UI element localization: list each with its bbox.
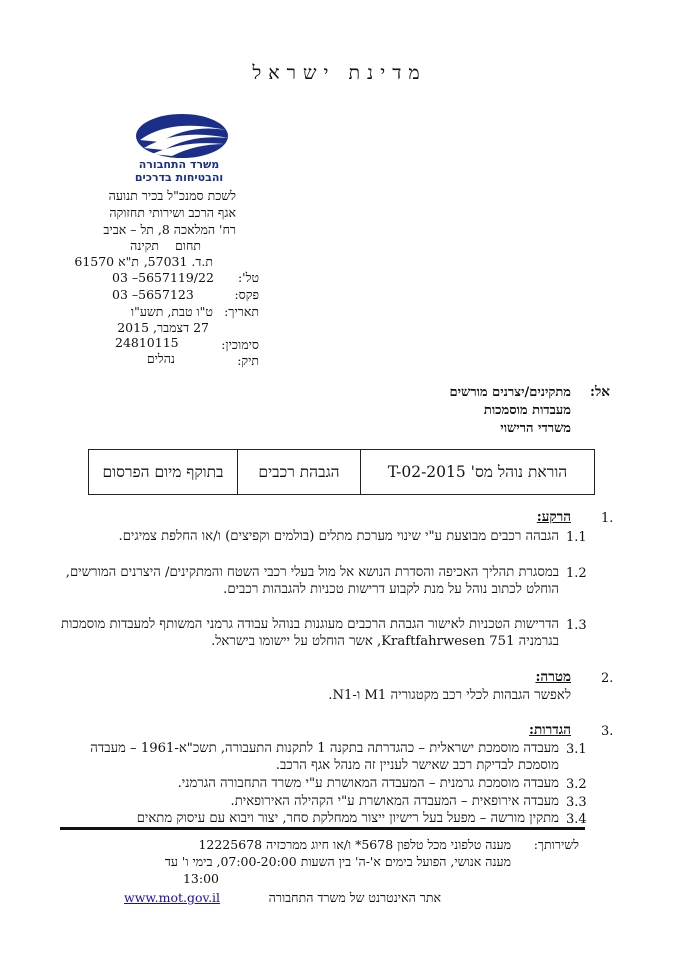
footer-line: מענה טלפוני מכל טלפון 5678* ו/או חיוג ממרכזיה 12225678 — [198, 837, 511, 852]
sender-line: אגף הרכב ושירותי תחזוקה — [109, 205, 236, 220]
zip-code: ת"א 61570 — [74, 254, 139, 269]
item-text: במסגרת תהליך האכיפה והסדרת הנושא אל מול בעלי רכבי השטח והמתקינים/ היצרנים המורשים, הוחלט לכתוב נוהל על מנת לקבוע דרישות טכניות להגבהות רכבים. — [65, 565, 559, 597]
footer-label: לשירותך: — [533, 837, 579, 852]
item-number: 1.3 — [566, 618, 587, 633]
item-number: 1.2 — [566, 566, 587, 581]
item-text: מתקין מורשה – מפעל בעל רישיון ייצור ממחלקת סחר, יצור ויבוא עם עיסוק מתאים — [136, 811, 559, 826]
file-value: נהלים — [146, 351, 175, 366]
footer-contact — [71, 836, 511, 887]
sender-line: לשכת סמנכ"ל בכיר תנועה — [108, 188, 236, 203]
area-label: תחום — [174, 238, 201, 253]
recipient: מעבדות מוסמכות — [483, 403, 571, 418]
file-label: תיק: — [237, 353, 259, 368]
item-number: 1.1 — [566, 530, 587, 545]
date-label: תאריך: — [224, 304, 259, 319]
phone-value: 03 –5657119/22 — [112, 270, 214, 285]
sender-address — [103, 187, 236, 238]
section-text: לאפשר הגבהות לכלי רכב מקטגוריה M1 ו-N1. — [328, 688, 571, 703]
directive-validity: בתוקף מיום הפרסום — [102, 463, 224, 481]
area-value: תקינה — [130, 238, 159, 253]
reference-label: סימוכין: — [221, 337, 259, 352]
footer-divider — [60, 827, 585, 830]
ministry-name-line1: משרד התחבורה — [138, 158, 220, 171]
footer-line: מענה אנושי, הפועל בימים א'-ה' בין השעות 07:00-20:00, בימי ו' עד — [164, 854, 511, 869]
section-number: 2. — [601, 671, 614, 686]
ministry-name — [120, 158, 238, 184]
item-text: מעבדה אירופאית – המעבדה המאושרת ע"י הקהילה האירופאית. — [230, 794, 559, 809]
fax-value: 03 –5657123 — [112, 287, 194, 302]
page-title: מדינת ישראל — [252, 62, 427, 84]
fax-label: פקס: — [234, 287, 259, 302]
item-number: 3.3 — [566, 795, 587, 810]
item-number: 3.2 — [566, 777, 587, 792]
directive-box — [88, 449, 595, 495]
date-hebrew: ט"ו טבת, תשע"ו — [130, 304, 213, 319]
reference-value: 24810115 — [115, 335, 179, 350]
section-number: 3. — [601, 724, 614, 739]
directive-number: הוראת נוהל מס' T-02-2015 — [360, 450, 594, 494]
item-number: 3.4 — [566, 812, 587, 827]
date-gregorian: 27 דצמבר, 2015 — [117, 320, 209, 335]
item-text: הדרישות הטכניות לאישור הגבהת הרכבים מעוגנות בנוהל עבודה גרמני המשותף למעבדות מוסמכות בגרמניה Kraftfahrwesen 751, אשר הוחלט על יישומו בישראל. — [60, 617, 559, 649]
item-text: מעבדה מוסמכת ישראלית – כהגדרתה בתקנה 1 לתקנות התעבורה, תשכ"א-1961 – מעבדה מוסמכת לבדיקת רכב שאישר לעניין זה מנהל אגף הרכב. — [90, 741, 559, 773]
directive-subject: הגבהת רכבים — [237, 450, 360, 494]
sender-line: רח' המלאכה 8, תל – אביב — [103, 222, 236, 237]
item-text: הגבהה רכבים מבוצעת ע"י שינוי מערכת מתלים (בולמים וקפיצים) ו/או החלפת צמיגים. — [118, 529, 559, 544]
footer-line: 13:00 — [182, 871, 220, 886]
recipients-label: אל: — [590, 384, 610, 400]
phone-label: טל': — [237, 270, 259, 285]
item-text: מעבדה מוסמכת גרמנית – המעבדה המאושרת ע"י משרד התחבורה הגרמני. — [177, 776, 559, 791]
section-number: 1. — [601, 511, 614, 526]
recipients-list — [449, 384, 571, 438]
footer-site-label: אתר האינטרנט של משרד התחבורה — [268, 890, 441, 905]
recipient: משרדי הרישוי — [500, 421, 571, 436]
po-box: ת.ד. 57031, — [143, 254, 213, 269]
section-title: מטרה: — [535, 669, 571, 685]
item-number: 3.1 — [566, 742, 587, 757]
ministry-name-line2: והבטיחות בדרכים — [134, 171, 224, 184]
section-title: הגדרות: — [528, 722, 571, 738]
website-link[interactable]: www.mot.gov.il — [124, 890, 221, 905]
section-title: הרקע: — [536, 509, 571, 525]
recipient: מתקינים/יצרנים מורשים — [449, 385, 571, 400]
